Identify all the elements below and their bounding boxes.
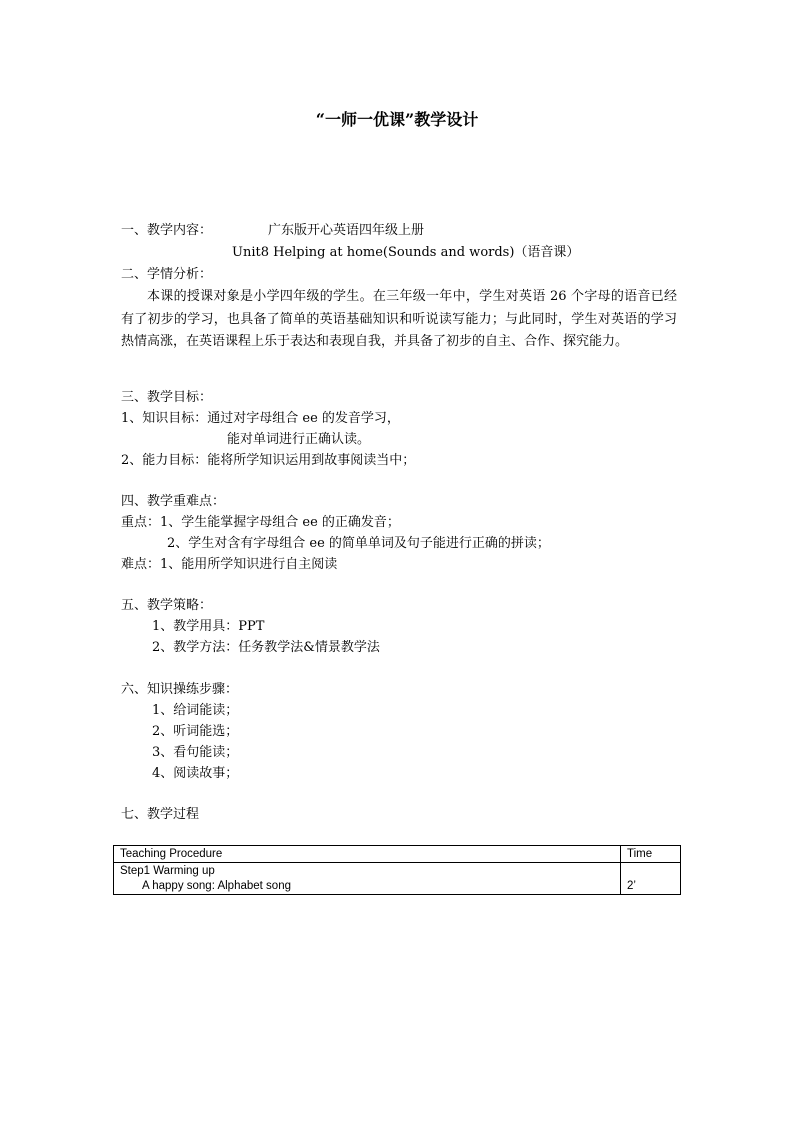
practice-step-4: 4、阅读故事； [152, 766, 239, 781]
section-7-heading: 七、教学过程 [121, 807, 200, 822]
teaching-procedure-table [113, 845, 681, 895]
strategy-tools: 1、教学用具：PPT [152, 619, 265, 634]
learner-analysis-paragraph: 本课的授课对象是小学四年级的学生。在三年级一年中，学生对英语 26 个字母的语音已经有了初步的学习，也具备了简单的英语基础知识和听说读写能力；与此同时，学生对英语的学习热情高涨，在英语课程上乐于表达和表现自我，并具备了初步的自主、合作、探究能力。 [121, 289, 677, 349]
header-teaching-procedure: Teaching Procedure [114, 846, 621, 863]
unit-title: Unit8 Helping at home(Sounds and words)（语音课） [232, 245, 580, 260]
step1-time: 2’ [621, 863, 681, 895]
table-row [114, 863, 681, 895]
section-5-heading: 五、教学策略： [121, 598, 213, 613]
knowledge-goal-cont: 能对单词进行正确认读。 [227, 432, 371, 447]
section-3-heading: 三、教学目标： [121, 390, 213, 405]
difficult-point-1: 难点：1、能用所学知识进行自主阅读 [121, 557, 338, 572]
document-title: “一师一优课”教学设计 [315, 110, 479, 129]
practice-step-2: 2、听词能选； [152, 724, 239, 739]
key-point-1: 重点：1、学生能掌握字母组合 ee 的正确发音； [121, 515, 400, 530]
section-2-heading: 二、学情分析： [121, 267, 213, 282]
key-point-2: 2、学生对含有字母组合 ee 的简单单词及句子能进行正确的拼读； [167, 536, 550, 551]
section-1-heading: 一、教学内容： [121, 223, 213, 238]
practice-step-1: 1、给词能读； [152, 703, 239, 718]
header-time: Time [621, 846, 681, 863]
practice-step-3: 3、看句能读； [152, 745, 239, 760]
step1-item: A happy song: Alphabet song [142, 880, 291, 892]
textbook-name: 广东版开心英语四年级上册 [268, 223, 425, 238]
table-header-row [114, 846, 681, 863]
knowledge-goal: 1、知识目标：通过对字母组合 ee 的发音学习， [121, 411, 400, 426]
section-4-heading: 四、教学重难点： [121, 494, 226, 509]
strategy-methods: 2、教学方法：任务教学法&情景教学法 [152, 640, 380, 655]
step1-title: Step1 Warming up [120, 865, 215, 877]
section-6-heading: 六、知识操练步骤： [121, 682, 239, 697]
step-cell [114, 863, 621, 895]
ability-goal: 2、能力目标：能将所学知识运用到故事阅读当中； [121, 453, 416, 468]
